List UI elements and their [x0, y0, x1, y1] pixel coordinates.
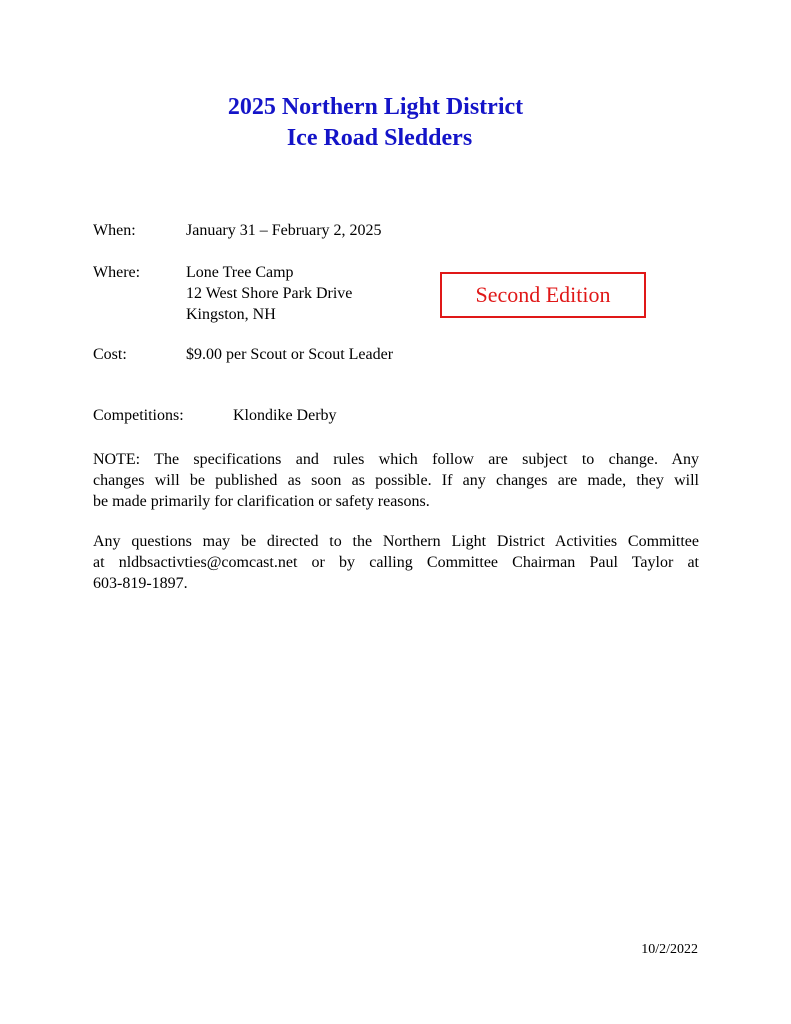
questions-line-2: at nldbsactivties@comcast.net or by calling Committee Chairman Paul Taylor at — [93, 554, 699, 571]
where-line-1: Lone Tree Camp — [186, 264, 294, 281]
title-line-2: Ice Road Sledders — [286, 125, 473, 151]
competitions-label: Competitions: — [93, 407, 184, 424]
note-line-3: be made primarily for clarification or safety reasons. — [93, 493, 430, 510]
note-paragraph — [93, 449, 699, 512]
questions-line-1: Any questions may be directed to the Northern Light District Activities Committee — [93, 533, 699, 550]
competitions-value: Klondike Derby — [233, 407, 337, 424]
where-label: Where: — [93, 264, 141, 281]
edition-badge: Second Edition — [440, 272, 646, 318]
cost-value: $9.00 per Scout or Scout Leader — [186, 346, 394, 363]
questions-paragraph — [93, 531, 699, 594]
where-value — [186, 262, 352, 325]
when-value: January 31 – February 2, 2025 — [186, 222, 382, 239]
questions-line-3: 603-819-1897. — [93, 575, 188, 592]
footer-date: 10/2/2022 — [641, 942, 698, 957]
where-line-2: 12 West Shore Park Drive — [186, 285, 353, 302]
note-line-2: changes will be published as soon as possible. If any changes are made, they will — [93, 472, 699, 489]
cost-label: Cost: — [93, 346, 127, 363]
document-title — [0, 92, 791, 154]
title-line-1: 2025 Northern Light District — [227, 94, 524, 120]
note-line-1: NOTE: The specifications and rules which follow are subject to change. Any — [93, 451, 699, 468]
where-line-3: Kingston, NH — [186, 306, 276, 323]
when-label: When: — [93, 222, 136, 239]
